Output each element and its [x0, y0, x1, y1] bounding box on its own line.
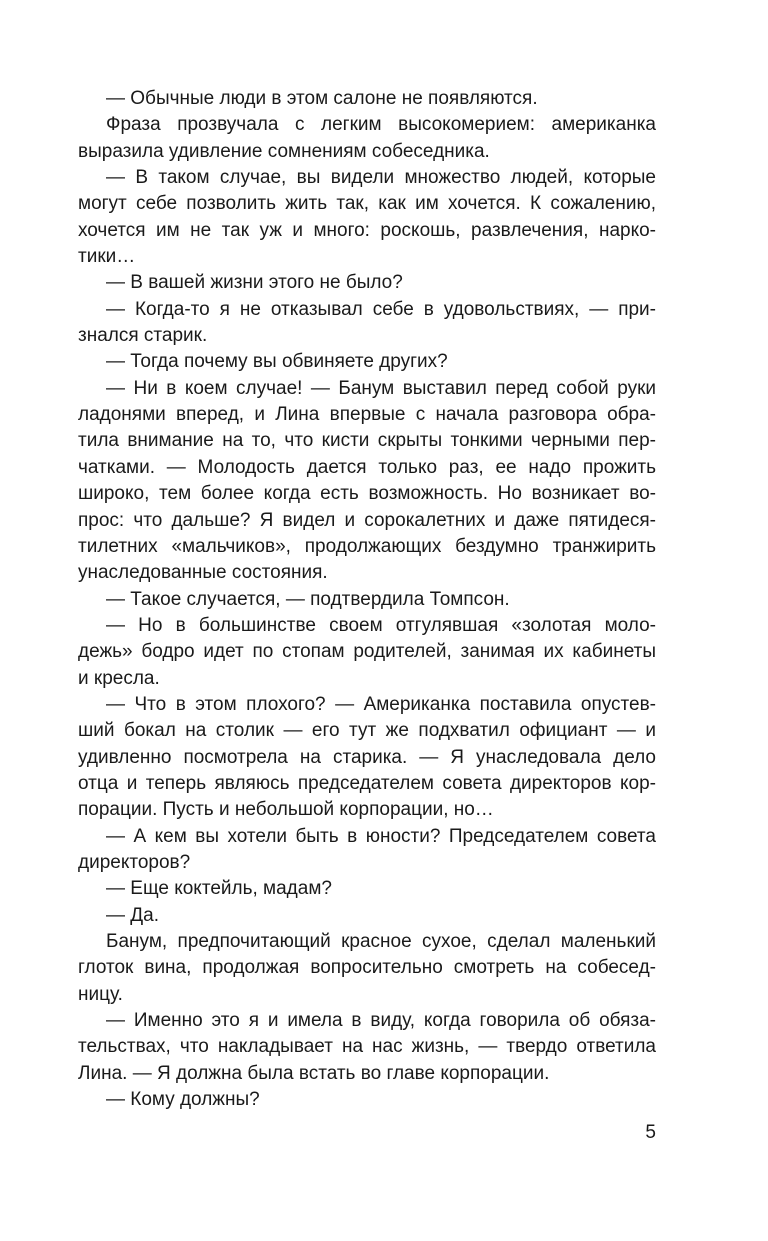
text-line: — В вашей жизни этого не было? [106, 272, 403, 294]
text-line: — В таком случае, вы видели множество людей, которые [106, 167, 656, 189]
text-line: удивленно посмотрела на старика. — Я унаследовала дело [78, 746, 656, 768]
text-line: ший бокал на столик — его тут же подхватил официант — и [78, 720, 656, 742]
text-line: Банум, предпочитающий красное сухое, сделал маленький [106, 931, 656, 952]
text-line: — А кем вы хотели быть в юности? Председателем совета [106, 825, 656, 847]
text-line: дежь» бодро идет по стопам родителей, занимая их кабинеты [78, 641, 656, 663]
text-line: — Кому должны? [106, 1089, 260, 1111]
body-text [78, 86, 656, 1113]
text-line: — Тогда почему вы обвиняете других? [106, 351, 448, 373]
text-line: унаследованные состояния. [78, 562, 328, 584]
text-line: выразила удивление сомнениям собеседника. [78, 140, 490, 162]
text-line: ладонями вперед, и Лина впервые с начала разговора обра- [78, 404, 656, 426]
text-line: прос: что дальше? Я видел и сорокалетних и даже пятидеся- [78, 509, 656, 531]
text-line: и кресла. [78, 667, 160, 689]
text-line: знался старик. [78, 325, 208, 347]
text-line: — Когда-то я не отказывал себе в удовольствиях, — при- [106, 298, 656, 320]
text-line: чатками. — Молодость дается только раз, ее надо прожить [78, 456, 656, 478]
text-line: — Что в этом плохого? — Американка поставила опустев- [106, 693, 656, 715]
text-line: — Но в большинстве своем отгулявшая «золотая моло- [106, 614, 656, 636]
text-line: порации. Пусть и небольшой корпорации, но… [78, 799, 494, 821]
text-line: — Ни в коем случае! — Банум выставил перед собой руки [106, 377, 656, 399]
text-line: хочется им не так уж и много: роскошь, развлечения, нарко- [78, 219, 656, 241]
text-line: — Еще коктейль, мадам? [106, 878, 332, 900]
text-line: отца и теперь являюсь председателем совета директоров кор- [78, 772, 656, 794]
text-line: могут себе позволить жить так, как им хочется. К сожалению, [78, 193, 656, 215]
text-line: директоров? [78, 851, 191, 873]
text-line: тила внимание на то, что кисти скрыты тонкими черными пер- [78, 430, 656, 452]
page-number: 5 [645, 1122, 656, 1143]
text-line: ницу. [78, 983, 123, 1005]
text-line: тики… [78, 246, 136, 268]
text-line: широко, тем более когда есть возможность. Но возникает во- [78, 483, 656, 505]
text-line: — Такое случается, — подтвердила Томпсон. [106, 588, 510, 610]
text-line: — Да. [106, 904, 159, 926]
text-line: Лина. — Я должна была встать во главе корпорации. [78, 1062, 550, 1084]
text-line: Фраза прозвучала с легким высокомерием: американка [106, 114, 656, 136]
text-line: тельствах, что накладывает на нас жизнь, — твердо ответила [78, 1036, 656, 1058]
text-line: — Обычные люди в этом салоне не появляются. [106, 88, 538, 109]
text-line: глоток вина, продолжая вопросительно смотреть на собесед- [78, 957, 656, 979]
text-line: тилетних «мальчиков», продолжающих бездумно транжирить [78, 535, 656, 557]
text-line: — Именно это я и имела в виду, когда говорила об обяза- [106, 1010, 656, 1032]
